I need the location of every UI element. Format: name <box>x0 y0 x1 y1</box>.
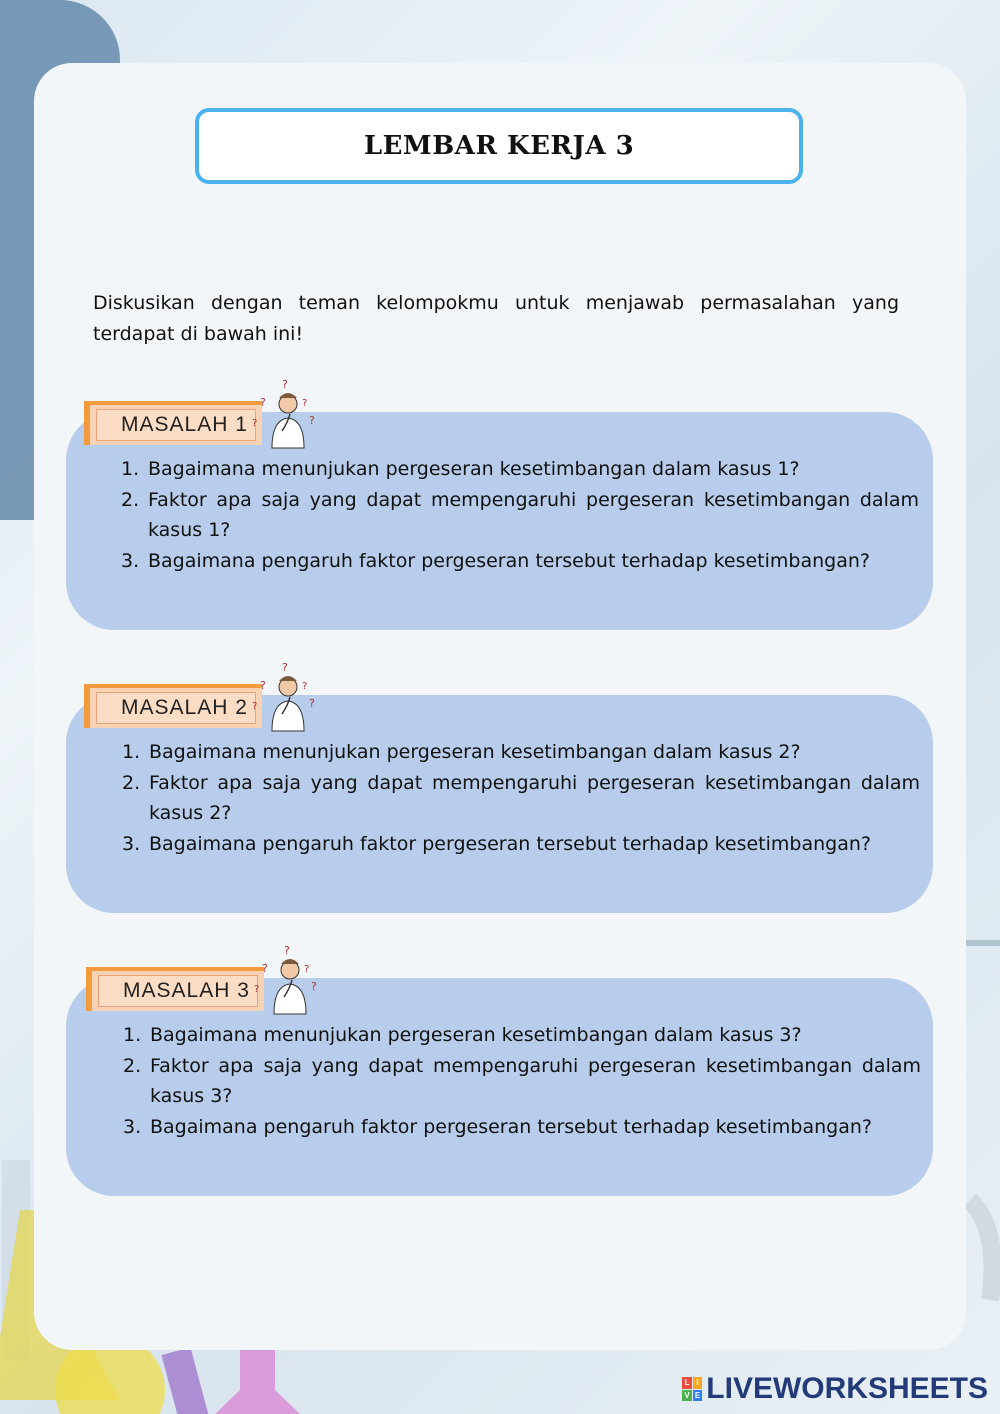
svg-text:?: ? <box>309 414 315 427</box>
question-list-2 <box>122 737 920 859</box>
svg-text:?: ? <box>284 944 290 957</box>
worksheet-title: LEMBAR KERJA 3 <box>363 131 635 161</box>
svg-text:?: ? <box>260 679 266 692</box>
title-box <box>195 108 803 184</box>
thinking-person-icon <box>252 659 322 739</box>
question-item: 3. Bagaimana pengaruh faktor pergeseran tersebut terhadap kesetimbangan? <box>121 549 870 572</box>
svg-text:?: ? <box>302 681 308 692</box>
svg-text:?: ? <box>302 398 308 409</box>
question-item: 1. Bagaimana menunjukan pergeseran kesetimbangan dalam kasus 2? <box>122 741 801 763</box>
thinking-person-icon <box>254 942 324 1022</box>
svg-text:?: ? <box>311 980 317 993</box>
intro-text: Diskusikan dengan teman kelompokmu untuk menjawab permasalahan yang terdapat di bawah ini! <box>93 292 899 345</box>
svg-text:?: ? <box>252 701 258 712</box>
svg-text:?: ? <box>254 984 260 995</box>
problem-label: MASALAH 3 <box>123 979 250 1002</box>
question-item: 2. Faktor apa saja yang dapat mempengaruhi pergeseran kesetimbangan dalam kasus 2? <box>122 771 920 824</box>
svg-text:?: ? <box>252 418 258 429</box>
problem-tag-1 <box>84 401 262 445</box>
problem-tag-3 <box>86 967 264 1011</box>
question-list-1 <box>121 454 919 576</box>
svg-text:?: ? <box>262 962 268 975</box>
svg-text:?: ? <box>309 697 315 710</box>
svg-text:?: ? <box>260 396 266 409</box>
problem-tag-2 <box>84 684 262 728</box>
question-item: 3. Bagaimana pengaruh faktor pergeseran tersebut terhadap kesetimbangan? <box>122 832 871 855</box>
question-item: 1. Bagaimana menunjukan pergeseran kesetimbangan dalam kasus 1? <box>121 458 800 480</box>
problem-label: MASALAH 1 <box>121 413 248 436</box>
svg-text:?: ? <box>304 964 310 975</box>
question-item: 2. Faktor apa saja yang dapat mempengaruhi pergeseran kesetimbangan dalam kasus 3? <box>123 1054 921 1107</box>
problem-label: MASALAH 2 <box>121 696 248 719</box>
question-list-3 <box>123 1020 921 1142</box>
liveworksheets-logo-icon: L I V E <box>682 1377 702 1401</box>
liveworksheets-brand[interactable] <box>682 1372 988 1406</box>
question-item: 2. Faktor apa saja yang dapat mempengaruhi pergeseran kesetimbangan dalam kasus 1? <box>121 488 919 541</box>
svg-text:?: ? <box>282 661 288 674</box>
brand-name: LIVEWORKSHEETS <box>706 1372 988 1405</box>
svg-text:?: ? <box>282 378 288 391</box>
thinking-person-icon <box>252 376 322 456</box>
question-item: 3. Bagaimana pengaruh faktor pergeseran tersebut terhadap kesetimbangan? <box>123 1115 872 1138</box>
question-item: 1. Bagaimana menunjukan pergeseran kesetimbangan dalam kasus 3? <box>123 1024 802 1046</box>
